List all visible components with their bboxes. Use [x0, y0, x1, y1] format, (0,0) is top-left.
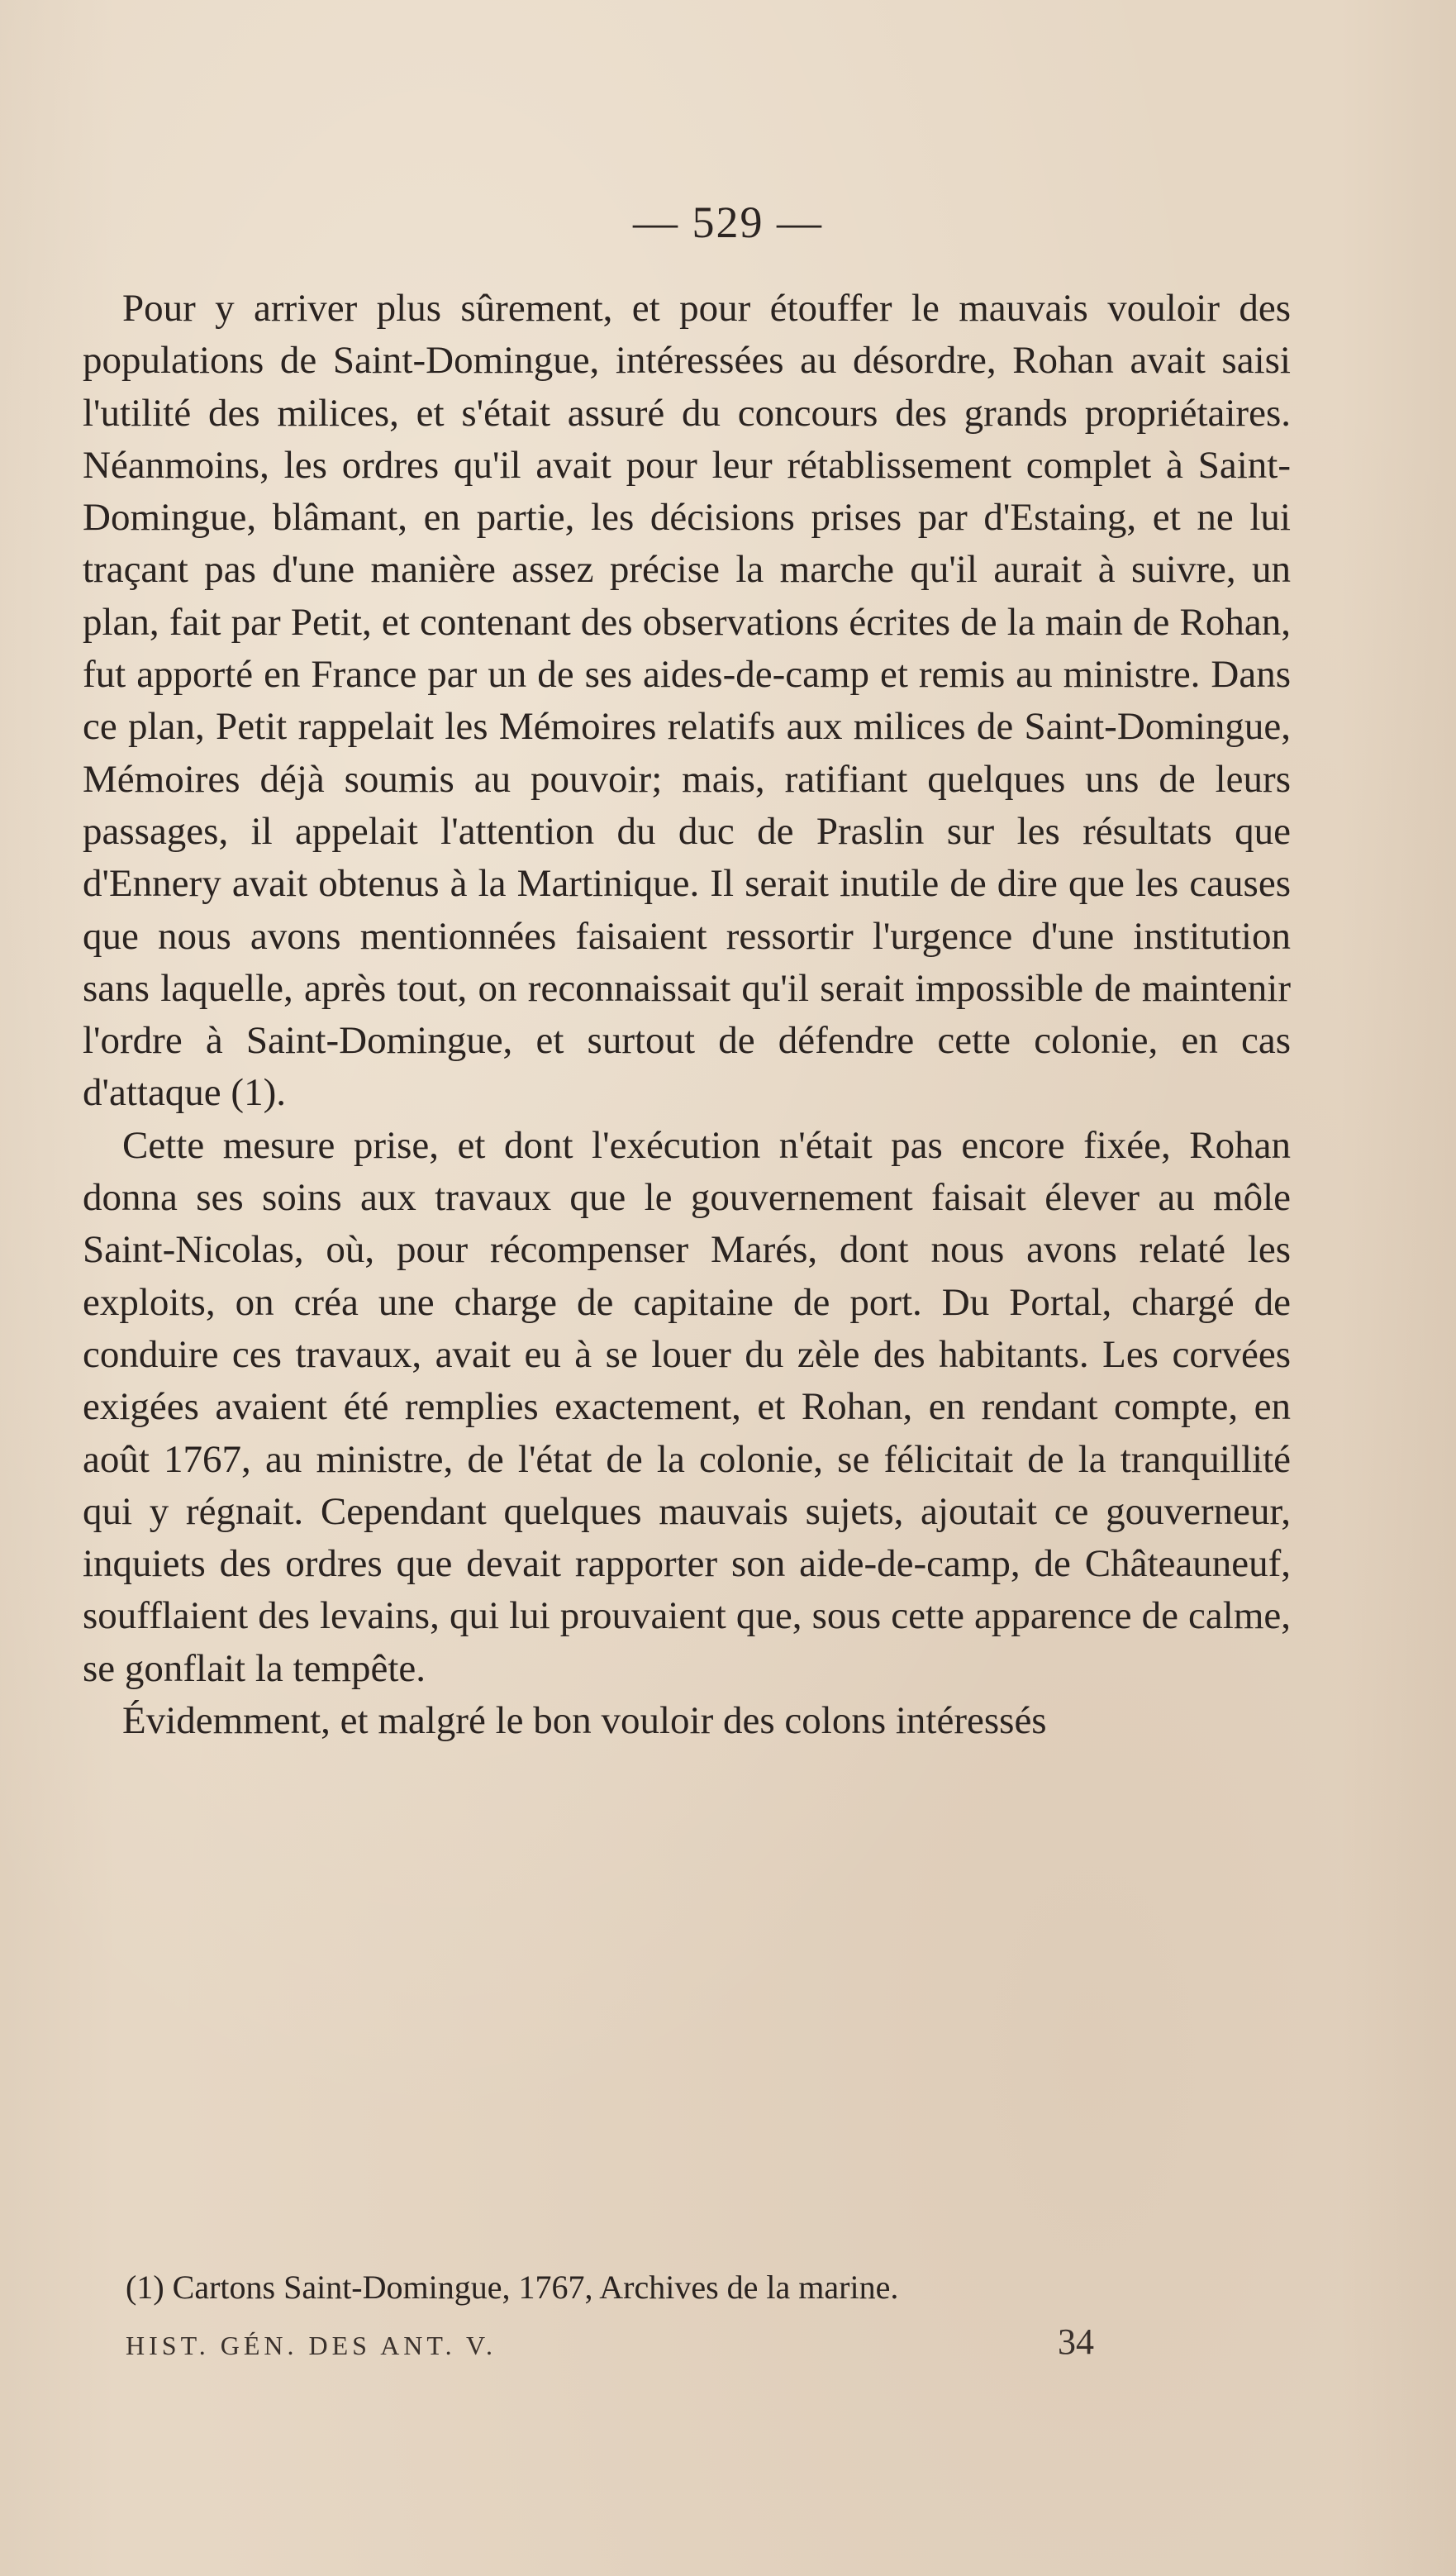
footnote: (1) Cartons Saint-Domingue, 1767, Archives de la marine. [126, 2269, 899, 2306]
signature-number: 34 [1058, 2321, 1094, 2362]
paragraph-3: Évidemment, et malgré le bon vouloir des colons intéressés [122, 1699, 1047, 1743]
paragraph-2: Cette mesure prise, et dont l'exécution n'était pas encore fixée, Rohan donna ses soins aux travaux que le gouvernement faisait élever au môle Saint-Nicolas, où, pour récompenser Marés, dont nous avons relaté les exploits, on créa une charge de capitaine de port. Du Portal, chargé de conduire ces travaux, avait eu à se louer du zèle des habitants. Les corvées exigées avaient été remplies exactement, et Rohan, en rendant compte, en août 1767, au ministre, de l'état de la colonie, se félicitait de la tranquillité qui y régnait. Cependant quelques mauvais sujets, ajoutait ce gouverneur, inquiets des ordres que devait rapporter son aide-de-camp, de Châteauneuf, soufflaient des levains, qui lui prouvaient que, sous cette apparence de calme, se gonflait la tempête. [83, 1123, 1291, 1690]
printer-signature: HIST. GÉN. DES ANT. V. [126, 2331, 497, 2360]
page-number-header: — 529 — [633, 198, 823, 247]
main-text [83, 283, 1291, 1747]
paragraph-1: Pour y arriver plus sûrement, et pour étouffer le mauvais vouloir des populations de Saint-Domingue, intéressées au désordre, Rohan avait saisi l'utilité des milices, et s'était assuré du concours des grands propriétaires. Néanmoins, les ordres qu'il avait pour leur rétablissement complet à Saint-Domingue, blâmant, en partie, les décisions prises par d'Estaing, et ne lui traçant pas d'une manière assez précise la marche qu'il aurait à suivre, un plan, fait par Petit, et contenant des observations écrites de la main de Rohan, fut apporté en France par un de ses aides-de-camp et remis au ministre. Dans ce plan, Petit rappelait les Mémoires relatifs aux milices de Saint-Domingue, Mémoires déjà soumis au pouvoir; mais, ratifiant quelques uns de leurs passages, il appelait l'attention du duc de Praslin sur les résultats que d'Ennery avait obtenus à la Martinique. Il serait inutile de dire que les causes que nous avons mentionnées faisaient ressortir l'urgence d'une institution sans laquelle, après tout, on reconnaissait qu'il serait impossible de maintenir l'ordre à Saint-Domingue, et surtout de défendre cette colonie, en cas d'attaque (1). [83, 287, 1291, 1115]
